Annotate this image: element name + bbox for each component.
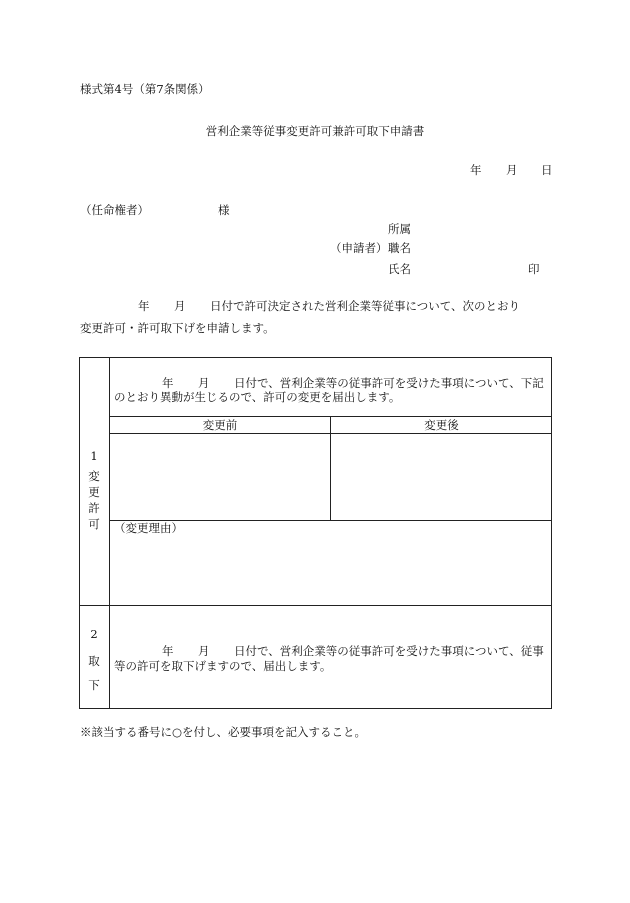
before-change-header: 変更前	[202, 418, 238, 432]
section1-label-char-4: 可	[88, 517, 100, 531]
section1-year: 年	[162, 376, 174, 390]
section1-number: 1	[90, 449, 98, 463]
document-title: 営利企業等従事変更許可兼許可取下申請書	[205, 124, 425, 138]
date-day-label: 日	[541, 163, 553, 177]
section2-label-char-2: 下	[88, 678, 100, 692]
honorific-sama: 様	[218, 203, 230, 217]
section1-line2: のとおり異動が生じるので、許可の変更を届出します。	[114, 390, 401, 404]
section2-label-char-1: 取	[88, 654, 100, 668]
seal-mark: 印	[528, 262, 540, 276]
date-year-label: 年	[470, 163, 482, 177]
label-column-divider	[109, 357, 110, 709]
section1-label-char-2: 更	[88, 485, 100, 499]
applicant-label: （申請者）	[330, 241, 388, 255]
section1-line1: 日付で、営利企業等の従事許可を受けた事項について、下記	[234, 376, 544, 390]
footnote: ※該当する番号に○を付し、必要事項を記入すること。	[80, 725, 367, 739]
form-number: 様式第4号（第7条関係）	[80, 82, 210, 96]
change-reason-label: （変更理由）	[114, 521, 183, 535]
section2-number: 2	[90, 627, 98, 641]
section2-year: 年	[162, 644, 174, 658]
section-divider	[79, 605, 552, 606]
intro-month: 月	[174, 299, 186, 313]
section2-line2: 等の許可を取下げますので、届出します。	[114, 659, 332, 673]
section2-month: 月	[198, 644, 210, 658]
before-after-divider	[330, 416, 331, 520]
date-month-label: 月	[506, 163, 518, 177]
section1-label-char-1: 変	[88, 469, 100, 483]
after-change-header: 変更後	[424, 418, 459, 432]
intro-line1: 日付で許可決定された営利企業等従事について、次のとおり	[210, 299, 521, 313]
affiliation-label: 所属	[388, 222, 411, 236]
section1-label-char-3: 許	[88, 501, 100, 515]
intro-line2: 変更許可・許可取下げを申請します。	[80, 321, 275, 335]
position-label: 職名	[388, 241, 411, 255]
name-label: 氏名	[388, 262, 411, 276]
section2-line1: 日付で、営利企業等の従事許可を受けた事項について、従事	[234, 644, 544, 658]
section1-month: 月	[198, 376, 210, 390]
appointing-authority-label: （任命権者）	[80, 203, 149, 217]
intro-year: 年	[138, 299, 150, 313]
